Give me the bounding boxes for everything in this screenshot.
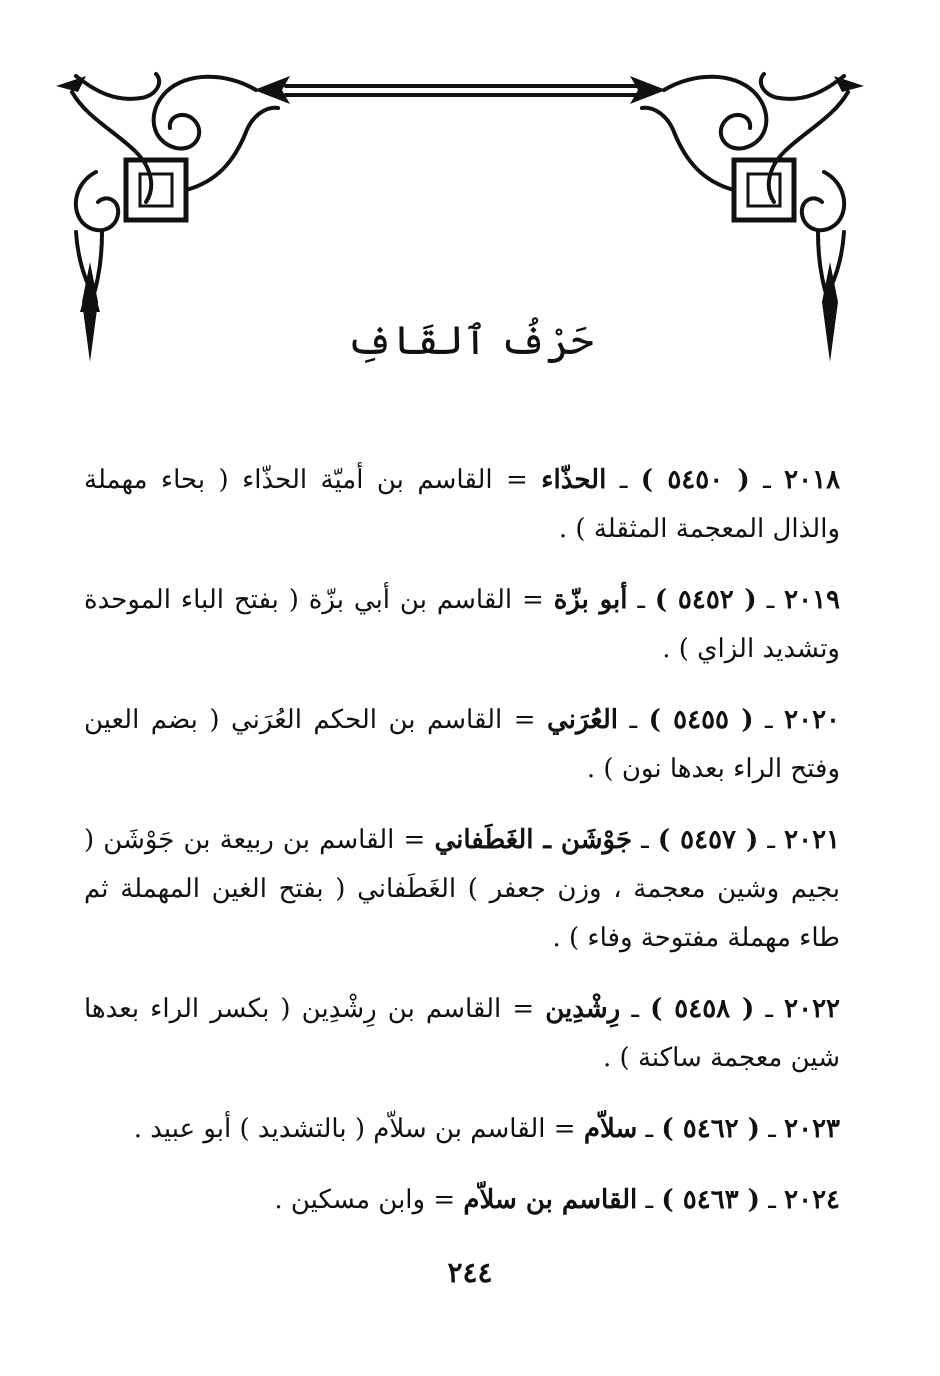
entry-ref: ( ٥٤٥٠ ): [640, 465, 750, 495]
entry-headword: جَوْشَن ـ الغَطَفاني: [434, 825, 633, 855]
entry-body: = وابن مسكين .: [274, 1185, 456, 1215]
entry-body: = القاسم بن رِشْدِين ( بكسر الراء بعدها شين معجمة ساكنة ) .: [84, 994, 840, 1073]
entry-2021: [84, 816, 840, 963]
entry-number: ٢٠٢٢: [784, 994, 840, 1024]
entry-number: ٢٠٢٤: [784, 1185, 840, 1215]
entry-headword: سلاّم: [583, 1114, 638, 1144]
entry-body: = القاسم بن أميّة الحذّاء ( بحاء مهملة والذال المعجمة المثقلة ) .: [84, 465, 840, 544]
entry-separator: ـ: [758, 825, 776, 855]
entry-separator: ـ: [637, 1114, 654, 1144]
entry-number: ٢٠٢١: [784, 825, 841, 855]
left-corner-ornament: [72, 74, 278, 317]
entry-ref: ( ٥٤٥٥ ): [648, 705, 754, 735]
entry-separator: ـ: [627, 585, 646, 615]
entry-body: = القاسم بن ربيعة بن جَوْشَن ( بجيم وشين معجمة ، وزن جعفر ) الغَطَفاني ( بفتح الغين المهملة ثم طاء مهملة مفتوحة وفاء ) .: [84, 825, 840, 953]
entries-list: [84, 456, 840, 1247]
entry-2019: [84, 576, 840, 674]
entry-ref: ( ٥٤٥٢ ): [654, 585, 757, 615]
chapter-title: حَرْفُ ٱلقَافِ: [346, 318, 594, 364]
entry-separator: ـ: [637, 1185, 654, 1215]
entry-headword: العُرَني: [547, 705, 618, 735]
entry-ref: ( ٥٤٥٨ ): [650, 994, 755, 1024]
entry-body: = القاسم بن أبي بزّة ( بفتح الباء الموحدة وتشديد الزاي ) .: [84, 585, 840, 664]
entry-separator: ـ: [756, 585, 775, 615]
entry-separator: ـ: [754, 994, 774, 1024]
entry-separator: ـ: [606, 465, 628, 495]
entry-body: = القاسم بن سلاّم ( بالتشديد ) أبو عبيد .: [133, 1114, 576, 1144]
entry-headword: رِشْدِين: [545, 994, 621, 1024]
entry-separator: ـ: [759, 1185, 776, 1215]
entry-number: ٢٠٢٣: [784, 1114, 840, 1144]
entry-2022: [84, 985, 840, 1083]
entry-number: ٢٠١٨: [784, 465, 841, 495]
decorative-header-frame: [56, 62, 864, 362]
entry-ref: ( ٥٤٦٣ ): [661, 1185, 760, 1215]
entry-2023: [84, 1105, 840, 1154]
entry-separator: ـ: [753, 705, 773, 735]
page-number: ٢٤٤: [447, 1256, 493, 1289]
entry-2020: [84, 696, 840, 794]
entry-number: ٢٠١٩: [784, 585, 840, 615]
entry-2024: [84, 1176, 840, 1225]
entry-body: = القاسم بن الحكم العُرَني ( بضم العين وفتح الراء بعدها نون ) .: [84, 705, 840, 784]
entry-separator: ـ: [749, 465, 771, 495]
entry-separator: ـ: [620, 994, 639, 1024]
entry-separator: ـ: [632, 825, 649, 855]
entry-headword: الحذّاء: [541, 465, 607, 495]
entry-ref: ( ٥٤٦٢ ): [661, 1114, 760, 1144]
entry-ref: ( ٥٤٥٧ ): [657, 825, 759, 855]
entry-headword: أبو بزّة: [553, 585, 628, 615]
entry-2018: [84, 456, 840, 554]
entry-separator: ـ: [617, 705, 638, 735]
entry-separator: ـ: [759, 1114, 776, 1144]
entry-number: ٢٠٢٠: [784, 705, 841, 735]
entry-headword: القاسم بن سلاّم: [463, 1185, 638, 1215]
